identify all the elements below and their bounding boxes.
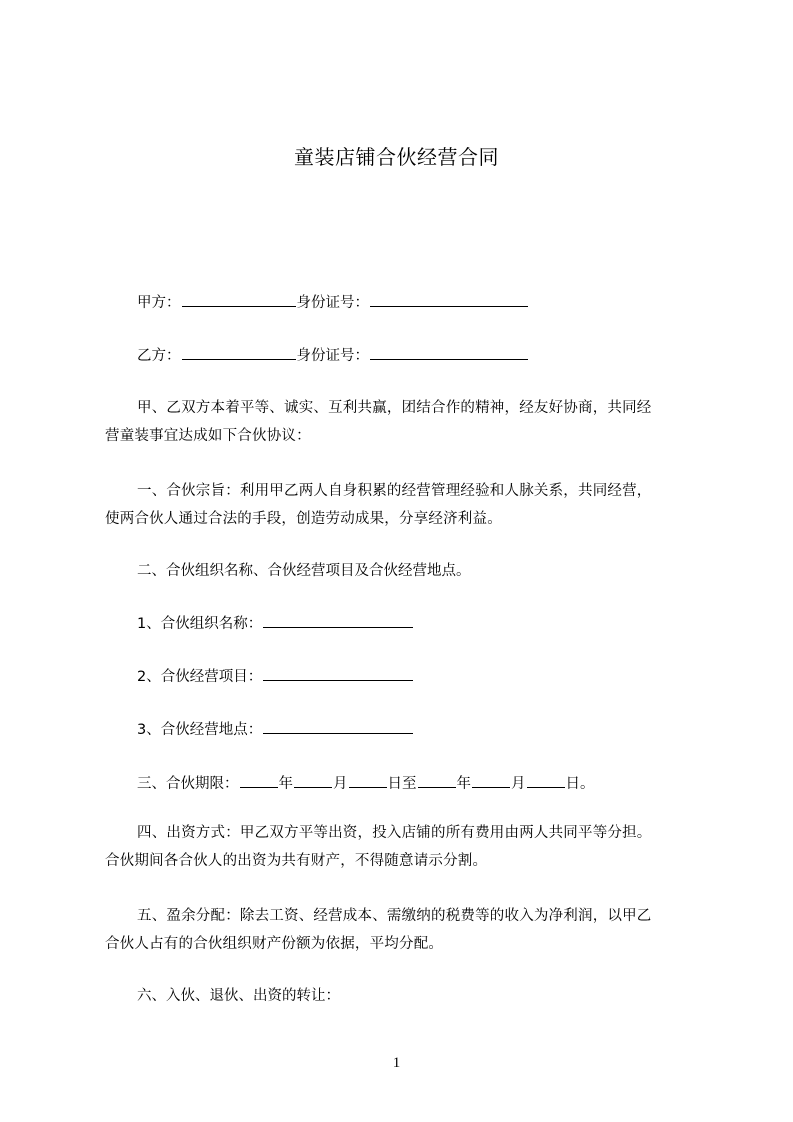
clause-3-term xyxy=(105,773,742,794)
business-item-blank[interactable] xyxy=(263,666,413,681)
clause-4-line-2: 合伙期间各合伙人的出资为共有财产，不得随意请示分割。 xyxy=(105,853,488,869)
clause-2-heading: 二、合伙组织名称、合伙经营项目及合伙经营地点。 xyxy=(137,563,471,579)
clause-4-paragraph xyxy=(105,819,710,875)
end-day-blank[interactable] xyxy=(527,773,565,788)
party-a-line xyxy=(105,292,742,313)
start-month-unit: 月 xyxy=(333,776,348,792)
party-a-name-blank[interactable] xyxy=(182,292,296,307)
party-b-name-blank[interactable] xyxy=(182,345,296,360)
org-name-blank[interactable] xyxy=(263,613,413,628)
clause-5-line-1: 五、盈余分配：除去工资、经营成本、需缴纳的税费等的收入为净利润，以甲乙 xyxy=(137,908,652,924)
page-number: 1 xyxy=(392,1055,401,1071)
clause-1-paragraph xyxy=(105,477,710,533)
clause-5-paragraph xyxy=(105,902,710,958)
clause-2-item-1 xyxy=(105,613,742,634)
clause-2-item-3 xyxy=(105,719,742,740)
party-a-id-label: 身份证号： xyxy=(296,295,369,311)
start-year-unit: 年 xyxy=(278,776,293,792)
clause-1-line-1: 一、合伙宗旨：利用甲乙两人自身积累的经营管理经验和人脉关系，共同经营， xyxy=(137,483,652,499)
start-day-unit: 日至 xyxy=(387,776,417,792)
end-year-blank[interactable] xyxy=(418,773,456,788)
party-b-label: 乙方： xyxy=(137,348,181,364)
clause-5-line-2: 合伙人占有的合伙组织财产份额为依据，平均分配。 xyxy=(105,936,444,952)
party-b-line xyxy=(105,345,742,366)
org-name-label: 1、合伙组织名称： xyxy=(137,616,263,632)
party-a-label: 甲方： xyxy=(137,295,181,311)
party-b-id-blank[interactable] xyxy=(370,345,528,360)
business-location-blank[interactable] xyxy=(263,719,413,734)
business-location-label: 3、合伙经营地点： xyxy=(137,722,263,738)
term-label: 三、合伙期限： xyxy=(137,776,239,792)
clause-6-heading: 六、入伙、退伙、出资的转让： xyxy=(137,988,340,1004)
clause-4-line-1: 四、出资方式：甲乙双方平等出资，投入店铺的所有费用由两人共同平等分担。 xyxy=(137,825,652,841)
end-day-unit: 日。 xyxy=(565,776,595,792)
party-a-id-blank[interactable] xyxy=(370,292,528,307)
intro-line-1: 甲、乙双方本着平等、诚实、互利共赢，团结合作的精神，经友好协商，共同经 xyxy=(137,400,652,416)
party-b-id-label: 身份证号： xyxy=(296,348,369,364)
end-year-unit: 年 xyxy=(456,776,471,792)
intro-paragraph xyxy=(105,394,710,450)
document-title: 童装店铺合伙经营合同 xyxy=(294,145,499,169)
intro-line-2: 营童装事宜达成如下合伙协议： xyxy=(105,428,311,444)
start-day-blank[interactable] xyxy=(349,773,387,788)
business-item-label: 2、合伙经营项目： xyxy=(137,669,263,685)
clause-2-item-2 xyxy=(105,666,742,687)
end-month-unit: 月 xyxy=(511,776,526,792)
end-month-blank[interactable] xyxy=(472,773,510,788)
start-month-blank[interactable] xyxy=(294,773,332,788)
start-year-blank[interactable] xyxy=(240,773,278,788)
clause-1-line-2: 使两合伙人通过合法的手段，创造劳动成果，分享经济利益。 xyxy=(105,511,502,527)
